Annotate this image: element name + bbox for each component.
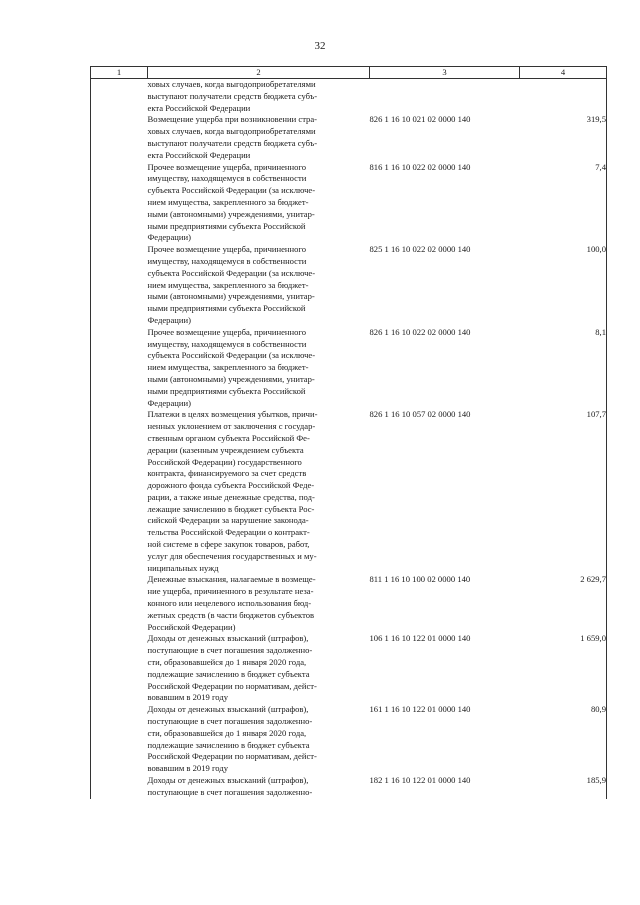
table-row — [91, 704, 607, 775]
budget-code-cell: 161 1 16 10 122 01 0000 140 — [369, 704, 471, 715]
page-number: 32 — [314, 40, 326, 52]
budget-code-cell — [370, 79, 520, 115]
row-number-cell — [91, 574, 148, 633]
revenue-name-cell: Доходы от денежных взысканий (штрафов), поступающие в счет погашения задолженно- сти, образовавшейся до 1 января 2020 года, подлежащие зачислению в бюджет субъекта Российской Федерации по нормативам, дейст- вовавшим в 2019 году — [147, 633, 317, 703]
amount-cell: 2 629,7 — [520, 574, 607, 633]
budget-code-cell: 826 1 16 10 021 02 0000 140 — [369, 114, 471, 125]
row-number-cell — [91, 775, 148, 799]
row-number-cell — [91, 327, 148, 410]
amount-cell: 100,0 — [520, 244, 607, 327]
revenue-name-cell: Денежные взыскания, налагаемые в возмеще- ние ущерба, причиненного в результате неза- конного или нецелевого использования бюд- жетных средств (в части бюджетов субъектов Российской Федерации) — [147, 574, 316, 632]
row-number-cell — [91, 244, 148, 327]
column-header-2: 2 — [148, 67, 370, 79]
table-row — [91, 327, 607, 410]
budget-code-cell: 826 1 16 10 057 02 0000 140 — [369, 409, 471, 420]
revenue-name-cell: Возмещение ущерба при возникновении стра- ховых случаев, когда выгодоприобретателями выступают получатели средств бюджета субъ- екта Российской Федерации — [147, 114, 318, 160]
row-number-cell — [91, 409, 148, 574]
row-number-cell — [91, 633, 148, 704]
table-body — [91, 79, 607, 799]
row-number-cell — [91, 114, 148, 161]
column-header-4: 4 — [520, 67, 607, 79]
table-row — [91, 79, 607, 115]
revenue-name-cell: Прочее возмещение ущерба, причиненного имуществу, находящемуся в собственности субъекта Российской Федерации (за исключе- нием имущества, закрепленного за бюджет- ными (автономными) учреждениями, унитар- ными предприятиями субъекта Российской Федерации) — [147, 244, 316, 325]
budget-code-cell: 826 1 16 10 022 02 0000 140 — [369, 326, 471, 337]
revenue-name-cell: Прочее возмещение ущерба, причиненного имуществу, находящемуся в собственности субъекта Российской Федерации (за исключе- нием имущества, закрепленного за бюджет- ными (автономными) учреждениями, унитар- ными предприятиями субъекта Российской Федерации) — [147, 161, 316, 243]
row-number-cell — [91, 704, 148, 775]
column-header-3: 3 — [370, 67, 520, 79]
amount-cell: 7,4 — [520, 162, 607, 245]
row-number-cell — [91, 162, 148, 245]
budget-code-cell: 106 1 16 10 122 01 0000 140 — [369, 633, 471, 644]
amount-cell — [520, 79, 607, 115]
table-row — [91, 409, 607, 574]
budget-code-cell: 182 1 16 10 122 01 0000 140 — [369, 775, 471, 786]
amount-cell: 185,9 — [520, 775, 607, 799]
amount-cell: 319,5 — [520, 114, 607, 161]
revenue-name-cell: Доходы от денежных взысканий (штрафов), поступающие в счет погашения задолженно- — [147, 775, 313, 797]
revenue-name-cell: Прочее возмещение ущерба, причиненного имуществу, находящемуся в собственности субъекта Российской Федерации (за исключе- нием имущества, закрепленного за бюджет- ными (автономными) учреждениями, унитар- ными предприятиями субъекта Российской Федерации) — [147, 326, 316, 408]
table-header-row — [91, 67, 607, 79]
revenue-name-cell: Доходы от денежных взысканий (штрафов), поступающие в счет погашения задолженно- сти, образовавшейся до 1 января 2020 года, подлежащие зачислению в бюджет субъекта Российской Федерации по нормативам, дейст- вовавшим в 2019 году — [147, 704, 317, 774]
amount-cell: 107,7 — [520, 409, 607, 574]
budget-code-cell: 816 1 16 10 022 02 0000 140 — [369, 161, 471, 172]
table-row — [91, 574, 607, 633]
table-row — [91, 114, 607, 161]
table-row — [91, 775, 607, 799]
budget-code-cell: 811 1 16 10 100 02 0000 140 — [369, 574, 471, 585]
row-number-cell — [91, 79, 148, 115]
table-row — [91, 244, 607, 327]
amount-cell: 80,9 — [520, 704, 607, 775]
revenue-name-cell: Платежи в целях возмещения убытков, причи- ненных уклонением от заключения с государ- ственным органом субъекта Российской Фе- дерации (казенным учреждением субъекта Российской Федерации) государственного контракта, финансируемого за счет средств дорожного фонда субъекта Российской Феде- рации, а также иные денежные средства, под- лежащие зачислению в бюджет субъекта Рос- сийской Федерации за нарушение законода- тельства Российской Федерации о контракт- ной системе в сфере закупок товаров, работ, услуг для обеспечения государственных и му- ниципальных нужд — [147, 409, 318, 573]
amount-cell: 8,1 — [520, 327, 607, 410]
table-row — [91, 162, 607, 245]
revenue-name-cell: ховых случаев, когда выгодоприобретателями выступают получатели средств бюджета субъ- екта Российской Федерации — [147, 79, 318, 113]
revenue-table — [90, 66, 607, 799]
table-row — [91, 633, 607, 704]
amount-cell: 1 659,0 — [520, 633, 607, 704]
column-header-1: 1 — [91, 67, 148, 79]
budget-code-cell: 825 1 16 10 022 02 0000 140 — [369, 244, 471, 255]
